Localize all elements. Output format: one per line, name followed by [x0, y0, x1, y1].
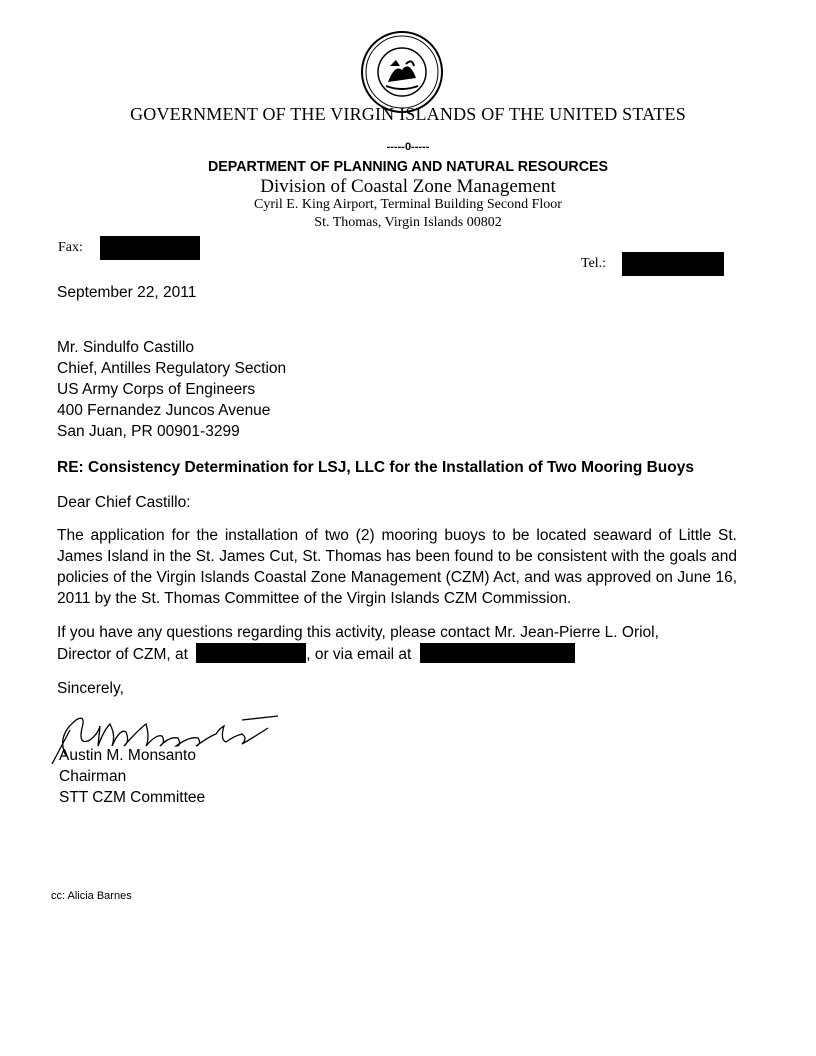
tel-label: Tel.:	[581, 256, 607, 271]
division-name: Division of Coastal Zone Management	[260, 176, 556, 197]
signer-committee: STT CZM Committee	[59, 789, 206, 806]
paragraph-2	[57, 622, 737, 665]
government-title: GOVERNMENT OF THE VIRGIN ISLANDS OF THE UNITED STATES	[130, 104, 686, 124]
paragraph-2-line-1: If you have any questions regarding this activity, please contact Mr. Jean-Pierre L. Oriol,	[57, 624, 659, 641]
address-line-1: Cyril E. King Airport, Terminal Building Second Floor	[254, 197, 562, 212]
recipient-address	[57, 337, 286, 442]
fax-redaction	[100, 236, 200, 260]
recipient-line: US Army Corps of Engineers	[57, 381, 256, 398]
recipient-line: Chief, Antilles Regulatory Section	[57, 360, 287, 377]
fax-label: Fax:	[58, 240, 83, 255]
paragraph-2-line-2a: Director of CZM, at	[57, 646, 188, 663]
email-redaction	[420, 643, 575, 663]
closing: Sincerely,	[57, 680, 124, 697]
paragraph-1: The application for the installation of two (2) mooring buoys to be located seaward of Little St. James Island in the St. James Cut, St. Thomas has been found to be consistent with the goals and policies of the Virgin Islands Coastal Zone Management (CZM) Act, and was approved on June 16, 2011 by the St. Thomas Committee of the Virgin Islands CZM Commission.	[57, 527, 737, 607]
signer-name: Austin M. Monsanto	[59, 747, 196, 764]
recipient-line: 400 Fernandez Juncos Avenue	[57, 402, 271, 419]
salutation: Dear Chief Castillo:	[57, 494, 191, 511]
paragraph-2-line-2b: , or via email at	[306, 646, 412, 663]
letter-date: September 22, 2011	[57, 284, 197, 301]
cc-line: cc: Alicia Barnes	[51, 890, 132, 902]
tel-redaction	[622, 252, 724, 276]
recipient-line: Mr. Sindulfo Castillo	[57, 339, 194, 356]
government-seal	[360, 30, 444, 114]
phone-redaction	[196, 643, 306, 663]
department-name: DEPARTMENT OF PLANNING AND NATURAL RESOURCES	[207, 158, 609, 175]
subject-line: RE: Consistency Determination for LSJ, LLC for the Installation of Two Mooring Buoys	[57, 459, 694, 476]
signature-block	[59, 745, 205, 808]
signer-title: Chairman	[59, 768, 127, 785]
separator: -----0-----	[386, 141, 430, 153]
recipient-line: San Juan, PR 00901-3299	[57, 423, 240, 440]
address-line-2: St. Thomas, Virgin Islands 00802	[314, 215, 502, 230]
